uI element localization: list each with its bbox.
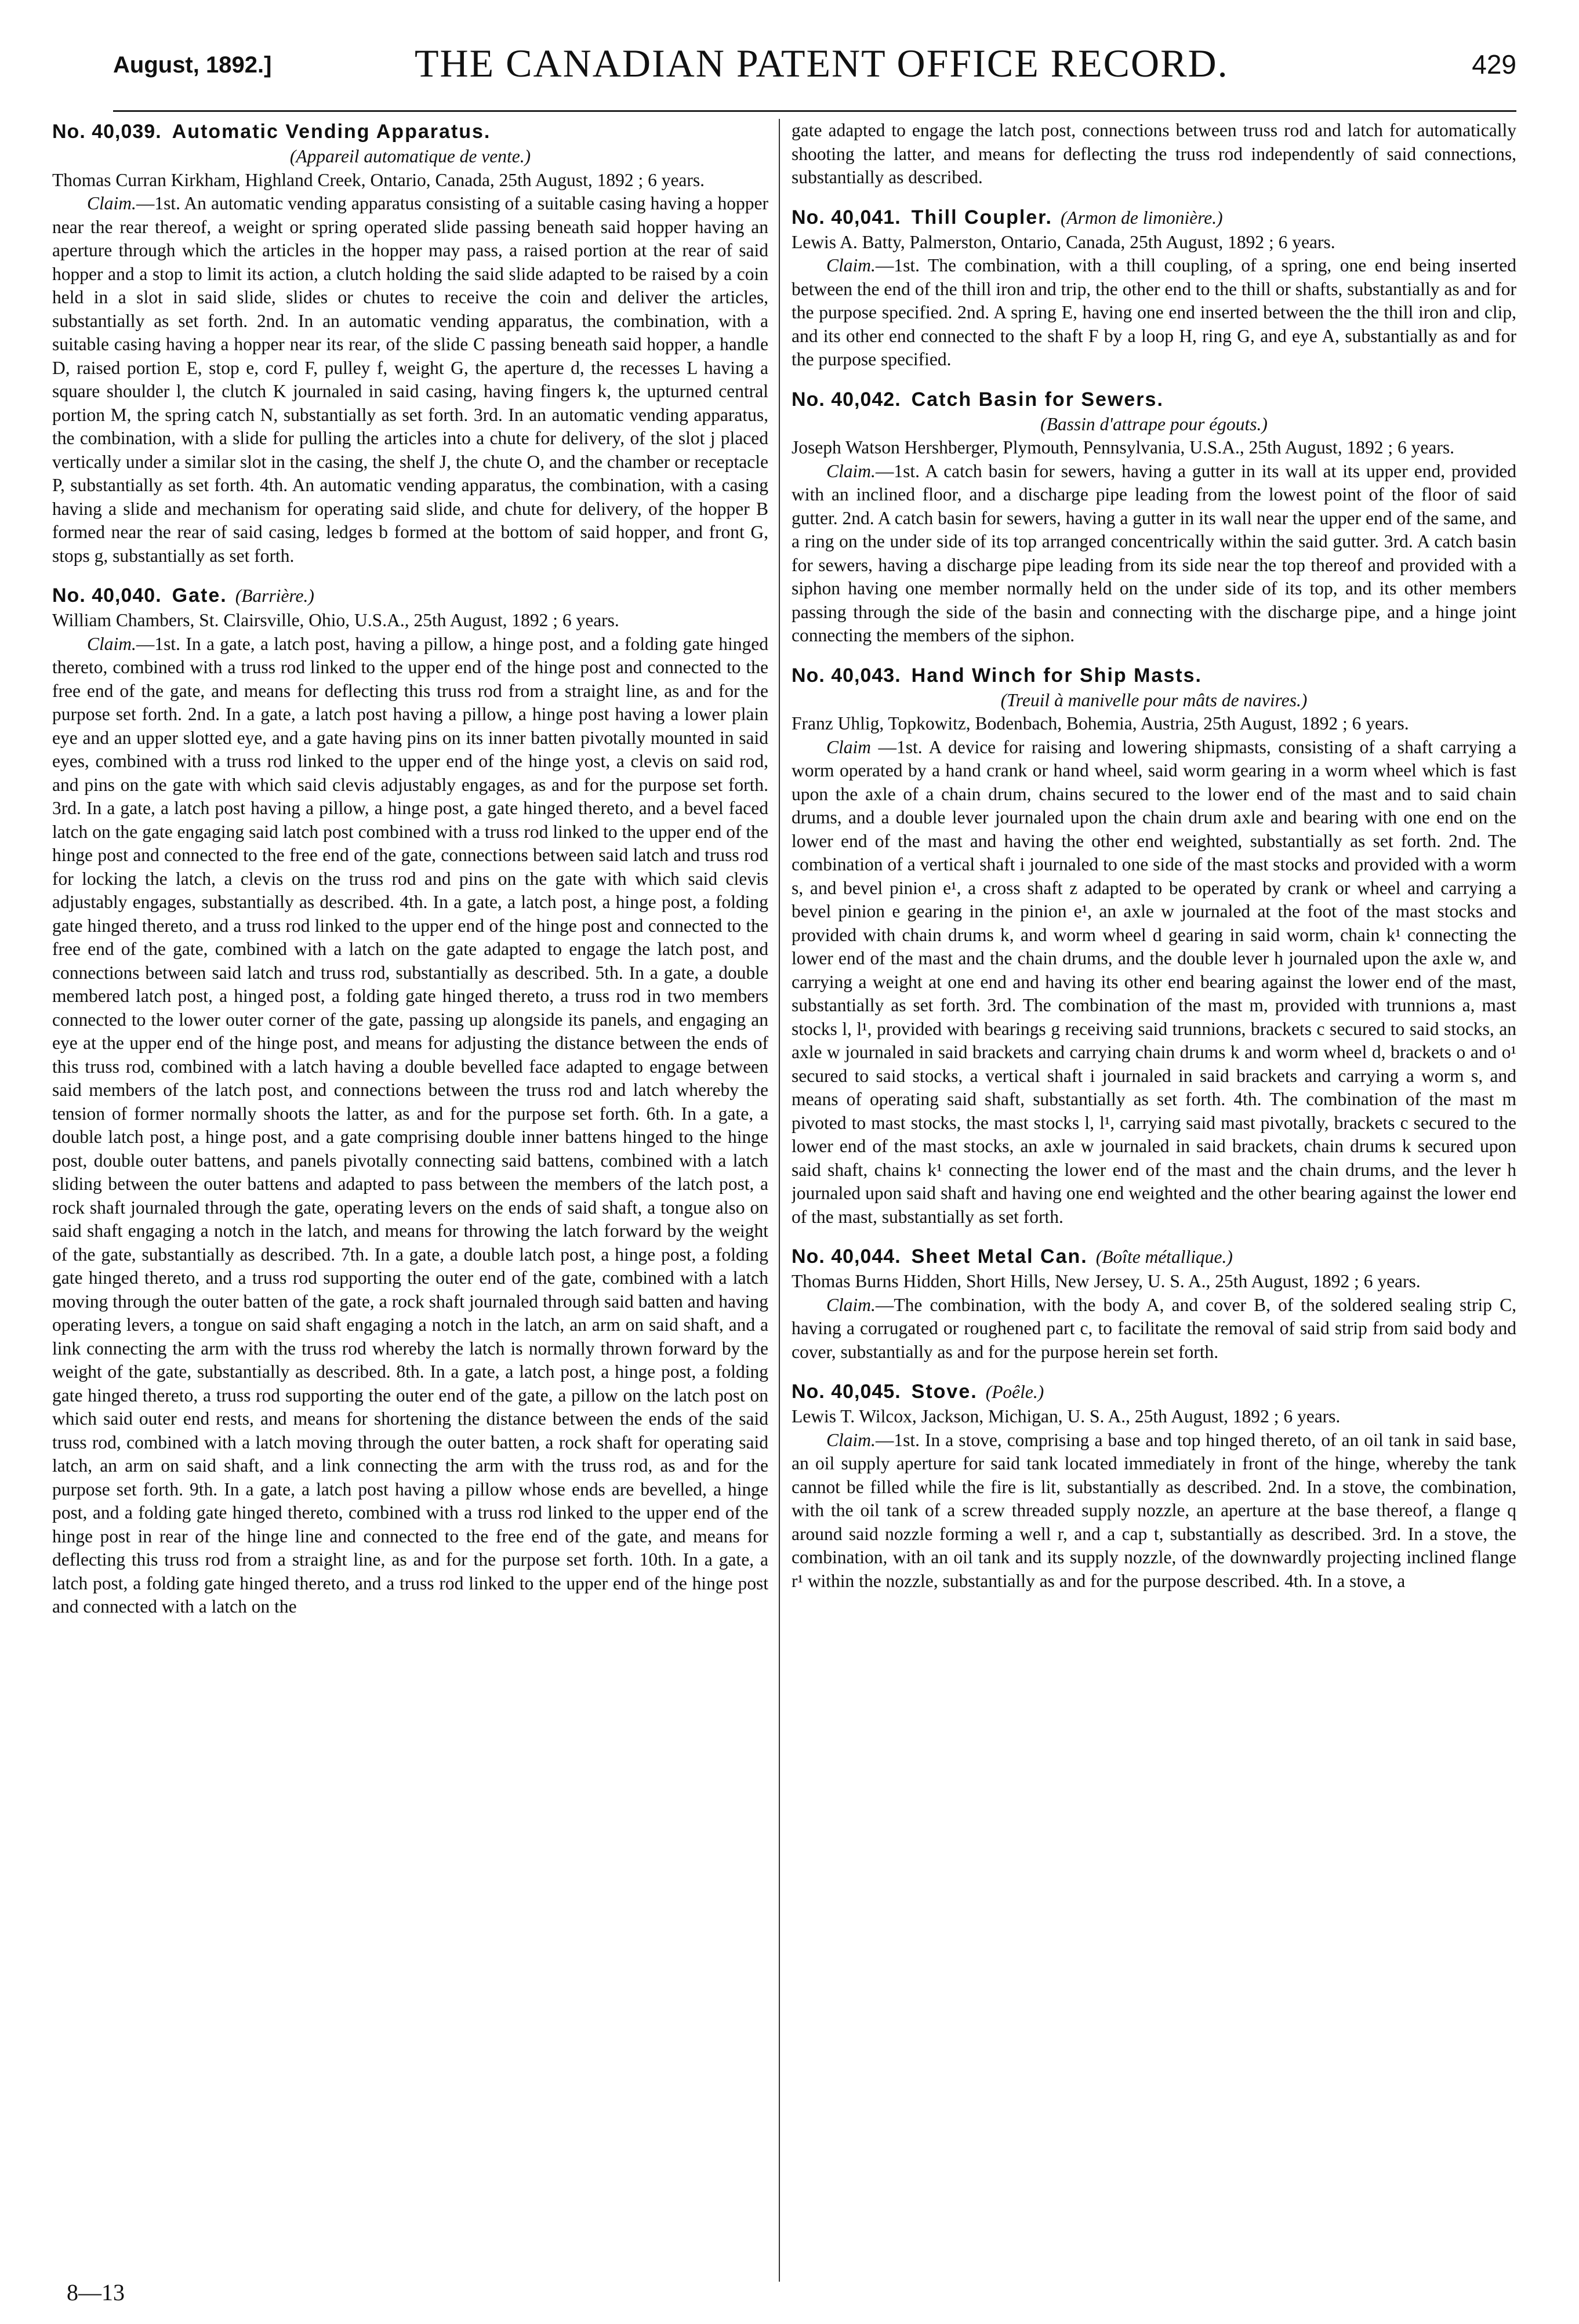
signature-mark: 8—13 xyxy=(67,2279,125,2305)
french-title: (Barrière.) xyxy=(235,586,314,606)
patent-entry-40041 xyxy=(792,205,1516,372)
claim-text xyxy=(792,736,1516,1229)
page-header xyxy=(113,41,1516,112)
patent-number: No. 40,041. xyxy=(792,206,901,228)
journal-title: THE CANADIAN PATENT OFFICE RECORD. xyxy=(415,41,1229,85)
inventor-line: Lewis A. Batty, Palmerston, Ontario, Canada, 25th August, 1892 ; 6 years. xyxy=(792,231,1335,252)
claim-label: Claim. xyxy=(826,1294,876,1315)
patent-number: No. 40,040. xyxy=(52,584,162,607)
inventor-line: Franz Uhlig, Topkowitz, Bodenbach, Bohemia, Austria, 25th August, 1892 ; 6 years. xyxy=(792,713,1409,733)
inventor-line: Thomas Burns Hidden, Short Hills, New Jersey, U. S. A., 25th August, 1892 ; 6 years. xyxy=(792,1271,1421,1291)
claim-body: —1st. In a gate, a latch post, having a pillow, a hinge post, and a folding gate hinged thereto, combined with a truss rod linked to the upper end of the hinge post and connected to the free end of the gate, and means for deflecting this truss rod from a straight line, as and for the purpose set forth. 2nd. In a gate, a latch post having a pillow, a hinge post having a lower plain eye and an upper slotted eye, and a gate having pins on its inner batten pivotally mounted in said eyes, combined with a truss rod linked to the upper end of the hinge yost, a clevis on said rod, and pins on the gate with which said clevis adjustably engages, as and for the purpose set forth. 3rd. In a gate, a latch post having a pillow, a hinge post, a gate hinged thereto, and a bevel faced latch on the gate engaging said latch post combined with a truss rod linked to the upper end of the hinge post and connected to the free end of the gate, connections between said latch and truss rod for locking the latch, a clevis on the truss rod and pins on the gate with which said clevis adjustably engages, substantially as described. 4th. In a gate, a latch post, a hinge post, a folding gate hinged thereto, and a truss rod linked to the upper end of the hinge post and connected to the free end of the gate, combined with a latch on the gate adapted to engage the latch post, and connections between said latch and truss rod, substantially as described. 5th. In a gate, a double membered latch post, a hinged post, a folding gate hinged thereto, a truss rod in two members connected to the lower outer corner of the gate, passing up alongside its panels, and engaging an eye at the upper end of the hinge post, and means for adjusting the distance between the ends of this truss rod, combined with a latch having a double bevelled face adapted to engage between said members of the latch post, and connections between the truss rod and latch whereby the tension of former normally shoots the latter, as and for the purpose set forth. 6th. In a gate, a double latch post, a hinge post, and a gate comprising double inner battens hinged to the hinge post, double outer battens, and panels pivotally connecting said battens, combined with a latch sliding between the outer battens and adapted to pass between the members of the latch post, a rock shaft journaled through the gate, operating levers on the ends of said shaft, a tongue also on said shaft engaging a notch in the latch, and means for throwing the latch forward by the weight of the gate, substantially as described. 7th. In a gate, a double latch post, a hinge post, a folding gate hinged thereto, and a truss rod supporting the outer end of the gate, combined with a latch moving through the outer batten of the gate, a rock shaft journaled through said batten and having operating levers, a tongue on said shaft engaging a notch in the latch, an arm on said shaft, and a link connecting the arm with the truss rod whereby the latch is normally thrown forward by the weight of the gate, substantially as described. 8th. In a gate, a latch post, a hinge post, a folding gate hinged thereto, a truss rod supporting the outer end of the gate, a pillow on the latch post on which said outer end rests, and means for shortening the distance between the ends of the said truss rod, combined with a latch moving through the outer batten, a rock shaft for operating said latch, an arm on said shaft, and a link connecting the arm with the truss rod, as and for the purpose set forth. 9th. In a gate, a latch post having a pillow whose ends are bevelled, a hinge post, and a folding gate hinged thereto, combined with a truss rod linked to the upper end of the hinge post in rear of the hinge line and connected to the free end of the gate, and means for deflecting this truss rod from a straight line, as and for the purpose set forth. 10th. In a gate, a latch post, a folding gate hinged thereto, and a truss rod linked to the upper end of the hinge post and connected with a latch on the xyxy=(52,633,768,1617)
patent-entry-40043 xyxy=(792,663,1516,1229)
claim-label: Claim. xyxy=(826,460,876,481)
patent-number: No. 40,044. xyxy=(792,1245,901,1268)
patent-title: Automatic Vending Apparatus. xyxy=(172,121,491,143)
claim-body: —1st. The combination, with a thill coupling, of a spring, one end being inserted between the end of the thill iron and trip, the other end to the thill or shafts, substantially as and for the purpose specified. 2nd. A spring E, having one end inserted between the the thill iron and clip, and its other end connected to the shaft F by a loop H, ring G, and eye A, substantially as and for the purpose specified. xyxy=(792,255,1516,369)
claim-label: Claim. xyxy=(87,633,136,654)
entry-heading xyxy=(52,119,768,145)
entry-heading xyxy=(792,387,1516,413)
patent-number: No. 40,045. xyxy=(792,1381,901,1403)
french-title: (Poêle.) xyxy=(985,1382,1044,1402)
patent-title: Sheet Metal Can. xyxy=(911,1245,1088,1268)
french-subtitle: (Appareil automatique de vente.) xyxy=(289,146,531,166)
claim-body: —1st. A catch basin for sewers, having a gutter in its wall at its upper end, provided with an inclined floor, and a discharge pipe leading from the lowest point of the floor of said gutter. 2nd. A catch basin for sewers, having a gutter in its wall near the upper end of the same, and a ring on the under side of its top arranged concentrically within the said gutter. 3rd. A catch basin for sewers, having a discharge pipe leading from its side near the top thereof and provided with a siphon having one member normally held on the under side of its top, and its other members passing through the side of the basin and connecting with the discharge pipe, and a hinge joint connecting the members of the siphon. xyxy=(792,460,1516,645)
french-title: (Armon de limonière.) xyxy=(1061,207,1223,228)
claim-text xyxy=(792,460,1516,648)
patent-number: No. 40,043. xyxy=(792,664,901,687)
patent-title: Stove. xyxy=(911,1381,978,1403)
claim-body: —1st. In a stove, comprising a base and top hinged thereto, of an oil tank in said base, an oil supply aperture for said tank located immediately in front of the hinge, whereby the tank cannot be filled while the fire is lit, substantially as described. 2nd. In a stove, the combination, with the oil tank of a screw threaded supply nozzle, an aperture at the base thereof, a flange q around said nozzle forming a well r, and a cap t, substantially as described. 3rd. In a stove, the combination, with an oil tank and its supply nozzle, of the downwardly projecting inclined flange r¹ within the nozzle, substantially as and for the purpose described. 4th. In a stove, a xyxy=(792,1429,1516,1591)
patent-entry-40044 xyxy=(792,1244,1516,1364)
claim-text xyxy=(52,633,768,1619)
patent-number: No. 40,039. xyxy=(52,121,162,143)
patent-title: Gate. xyxy=(172,584,227,607)
column-divider xyxy=(779,119,780,2282)
inventor-line: Joseph Watson Hershberger, Plymouth, Pennsylvania, U.S.A., 25th August, 1892 ; 6 years. xyxy=(792,437,1454,457)
claim-text xyxy=(52,192,768,568)
french-title: (Boîte métallique.) xyxy=(1095,1247,1233,1267)
inventor-line: Lewis T. Wilcox, Jackson, Michigan, U. S. A., 25th August, 1892 ; 6 years. xyxy=(792,1406,1341,1426)
patent-number: No. 40,042. xyxy=(792,388,901,411)
french-subtitle: (Bassin d'attrape pour égouts.) xyxy=(1040,413,1268,434)
patent-title: Catch Basin for Sewers. xyxy=(911,388,1164,411)
entry-heading xyxy=(792,1244,1516,1270)
patent-entry-40039 xyxy=(52,119,768,568)
entry-heading xyxy=(792,663,1516,689)
left-column xyxy=(52,119,768,2276)
claim-text xyxy=(792,1294,1516,1364)
entry-heading xyxy=(52,583,768,609)
claim-body: —1st. A device for raising and lowering shipmasts, consisting of a shaft carrying a worm operated by a hand crank or hand wheel, said worm gearing in a worm wheel which is fast upon the axle of a chain drum, chains secured to the lower end of the mast and to said chain drums, and a double lever journaled upon the chain drum axle and bearing with one end on the lower end of the mast and having the other end weighted, substantially as set forth. 2nd. The combination of a vertical shaft i journaled to one side of the mast stocks and provided with a worm s, and bevel pinion e¹, a cross shaft z adapted to be operated by crank or wheel and carrying a bevel pinion e gearing in the pinion e¹, an axle w journaled at the foot of the mast stocks and provided with chain drums k, and worm wheel d gearing in said worm, chain k¹ connecting the lower end of the mast and the chain drums, and the double lever h journaled upon the axle w, and carrying a weight at one end and having its other end bearing against the lower end of the mast, substantially as set forth. 3rd. The combination of the mast m, provided with trunnions a, mast stocks l, l¹, provided with bearings g receiving said trunnions, brackets c secured to said stocks, an axle w journaled in said brackets and carrying chain drums k and worm wheel d, brackets o and o¹ secured to said stocks, a vertical shaft i journaled in said brackets and carrying a worm s, and means of operating said shaft, substantially as set forth. 4th. The combination of the mast m pivoted to mast stocks, the mast stocks l, l¹, carrying said mast pivotally, brackets c secured to the lower end of the mast stocks, an axle w journaled in said brackets, chain drums k secured upon said shaft, chains k¹ connecting the lower end of the mast and the chain drums, and the lever h journaled upon said shaft and having one end weighted and the other bearing against the lower end of the mast, substantially as set forth. xyxy=(792,736,1516,1227)
entry-heading xyxy=(792,1379,1516,1405)
right-column xyxy=(792,119,1516,2276)
patent-title: Thill Coupler. xyxy=(911,206,1052,228)
claim-body: —1st. An automatic vending apparatus consisting of a suitable casing having a hopper near the rear thereof, a weight or spring operated slide passing beneath said hopper having an aperture through which the articles in the hopper may pass, a raised portion at the rear of said hopper and a stop to limit its action, a clutch holding the said slide adapted to be raised by a coin held in a slot in said slide, slides or chutes to receive the coin and deliver the articles, substantially as set forth. 2nd. In an automatic vending apparatus, the combination, with a suitable casing having a hopper near its rear, of the slide C passing beneath said hopper, a handle D, raised portion E, stop e, cord F, pulley f, weight G, the aperture d, the recesses L having a square shoulder l, the clutch K journaled in said casing, having fingers k, the upturned central portion M, the spring catch N, substantially as set forth. 3rd. In an automatic vending apparatus, the combination, with a slide for pulling the articles into a chute for delivery, of the slot j placed vertically under a similar slot in the casing, the shelf J, the chute O, and the chamber or receptacle P, substantially as set forth. 4th. An automatic vending apparatus, the combination, with a casing having a slide and mechanism for operating said slide, and chute for delivery, of the hopper B formed near the rear of said casing, ledges b formed at the bottom of said hopper, and front G, stops g, substantially as set forth. xyxy=(52,193,768,566)
claim-label: Claim. xyxy=(826,255,876,275)
page-number: 429 xyxy=(1472,49,1516,79)
entry-heading xyxy=(792,205,1516,231)
continued-claim-text: gate adapted to engage the latch post, connections between truss rod and latch for automatically shooting the latter, and means for deflecting the truss rod independently of said connections, substantially as described. xyxy=(792,120,1516,187)
inventor-line: Thomas Curran Kirkham, Highland Creek, Ontario, Canada, 25th August, 1892 ; 6 years. xyxy=(52,169,705,190)
claim-text xyxy=(792,1429,1516,1593)
french-subtitle: (Treuil à manivelle pour mâts de navires.) xyxy=(1000,689,1308,710)
claim-label: Claim. xyxy=(87,193,136,213)
claim-label: Claim xyxy=(826,736,872,757)
claim-text xyxy=(792,254,1516,372)
patent-entry-40042 xyxy=(792,387,1516,648)
patent-entry-40045 xyxy=(792,1379,1516,1593)
patent-entry-40040 xyxy=(52,583,768,1619)
header-date: August, 1892.] xyxy=(113,52,272,78)
patent-title: Hand Winch for Ship Masts. xyxy=(911,664,1202,687)
inventor-line: William Chambers, St. Clairsville, Ohio, U.S.A., 25th August, 1892 ; 6 years. xyxy=(52,610,619,630)
claim-body: —The combination, with the body A, and cover B, of the soldered sealing strip C, having a corrugated or roughened part c, to facilitate the removal of said strip from said body and cover, substantially as and for the purpose herein set forth. xyxy=(792,1294,1516,1362)
claim-label: Claim. xyxy=(826,1429,876,1450)
